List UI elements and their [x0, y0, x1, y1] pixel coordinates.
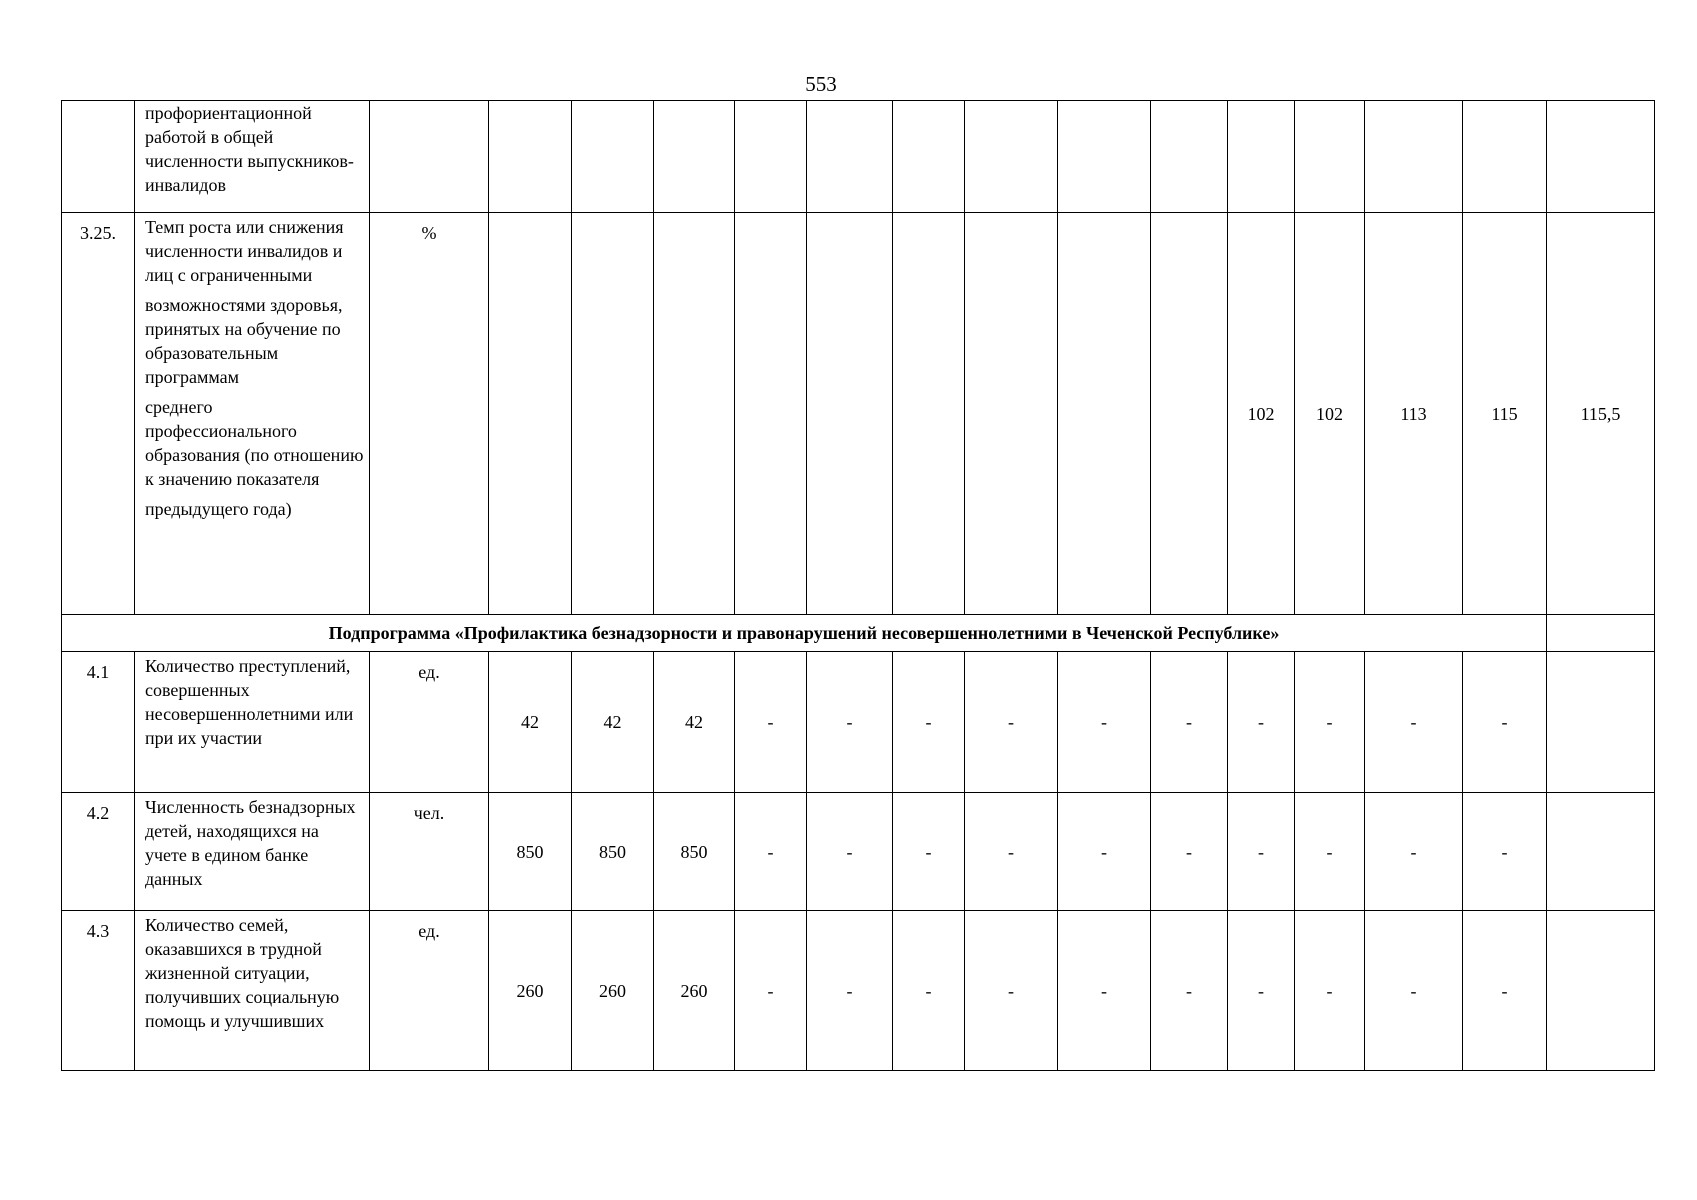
value-cell	[1547, 911, 1655, 1071]
value-cell	[1547, 101, 1655, 213]
value-cell: -	[1295, 793, 1365, 911]
value-cell: -	[807, 793, 893, 911]
indicator-table	[61, 100, 1655, 1071]
indicator-name-part: возможностями здоровья, принятых на обучение по образовательным программам	[145, 295, 343, 387]
unit-cell	[370, 101, 489, 213]
value-cell	[1295, 101, 1365, 213]
indicator-name-part: среднего профессионального образования (по отношению к значению показателя	[145, 397, 364, 489]
indicator-name-part: профориентационной работой в общей численности выпускников-инвалидов	[145, 103, 354, 195]
value-cell: 115	[1463, 213, 1547, 615]
value-cell	[572, 101, 654, 213]
table-cell	[1547, 615, 1655, 652]
value-cell: -	[1151, 652, 1228, 793]
indicator-name-part: Численность безнадзорных детей, находящихся на учете в едином банке данных	[145, 797, 356, 889]
table-row	[62, 213, 1655, 615]
value-cell: -	[1228, 911, 1295, 1071]
value-cell: 42	[572, 652, 654, 793]
value-cell: -	[893, 793, 965, 911]
value-cell: 113	[1365, 213, 1463, 615]
indicator-name	[135, 911, 370, 1071]
value-cell: -	[965, 793, 1058, 911]
value-cell	[893, 213, 965, 615]
value-cell: -	[735, 911, 807, 1071]
value-cell: -	[1228, 652, 1295, 793]
value-cell: -	[1295, 911, 1365, 1071]
unit-cell: %	[370, 213, 489, 615]
value-cell: -	[1365, 652, 1463, 793]
row-number: 4.2	[62, 793, 135, 911]
value-cell	[489, 213, 572, 615]
value-cell	[1463, 101, 1547, 213]
value-cell: 42	[489, 652, 572, 793]
value-cell: -	[893, 652, 965, 793]
value-cell	[1058, 101, 1151, 213]
value-cell	[807, 213, 893, 615]
value-cell: 850	[654, 793, 735, 911]
value-cell	[965, 101, 1058, 213]
value-cell: 260	[654, 911, 735, 1071]
indicator-name	[135, 213, 370, 615]
value-cell	[893, 101, 965, 213]
value-cell: -	[1365, 793, 1463, 911]
value-cell	[1365, 101, 1463, 213]
value-cell: -	[893, 911, 965, 1071]
value-cell: -	[965, 652, 1058, 793]
value-cell	[1151, 101, 1228, 213]
value-cell: -	[1151, 793, 1228, 911]
value-cell: -	[1295, 652, 1365, 793]
value-cell	[654, 101, 735, 213]
value-cell: -	[735, 652, 807, 793]
value-cell	[1547, 652, 1655, 793]
value-cell: 850	[572, 793, 654, 911]
row-number: 3.25.	[62, 213, 135, 615]
unit-cell: ед.	[370, 911, 489, 1071]
value-cell	[654, 213, 735, 615]
subprogram-title: Подпрограмма «Профилактика безнадзорности и правонарушений несовершеннолетними в Чеченской Республике»	[62, 615, 1547, 652]
table-row	[62, 101, 1655, 213]
subprogram-row	[62, 615, 1655, 652]
value-cell	[572, 213, 654, 615]
value-cell: 42	[654, 652, 735, 793]
value-cell: -	[1058, 793, 1151, 911]
value-cell: -	[1463, 652, 1547, 793]
value-cell: -	[1365, 911, 1463, 1071]
table-row	[62, 652, 1655, 793]
value-cell	[1228, 101, 1295, 213]
value-cell: -	[1463, 793, 1547, 911]
table-row	[62, 793, 1655, 911]
value-cell: 260	[489, 911, 572, 1071]
value-cell: 850	[489, 793, 572, 911]
value-cell: 102	[1228, 213, 1295, 615]
unit-cell: ед.	[370, 652, 489, 793]
value-cell	[965, 213, 1058, 615]
page-number: 553	[805, 72, 837, 96]
value-cell: -	[807, 652, 893, 793]
value-cell: -	[1151, 911, 1228, 1071]
value-cell: -	[807, 911, 893, 1071]
value-cell: -	[735, 793, 807, 911]
value-cell	[1151, 213, 1228, 615]
row-number: 4.1	[62, 652, 135, 793]
indicator-name-part: Количество семей, оказавшихся в трудной жизненной ситуации, получивших социальную помощь и улучшивших	[145, 915, 340, 1031]
unit-cell: чел.	[370, 793, 489, 911]
value-cell: 102	[1295, 213, 1365, 615]
value-cell: 260	[572, 911, 654, 1071]
indicator-name	[135, 101, 370, 213]
indicator-name	[135, 652, 370, 793]
value-cell: -	[965, 911, 1058, 1071]
value-cell	[735, 213, 807, 615]
indicator-name	[135, 793, 370, 911]
value-cell: -	[1228, 793, 1295, 911]
value-cell	[1547, 793, 1655, 911]
row-number: 4.3	[62, 911, 135, 1071]
value-cell: -	[1058, 911, 1151, 1071]
value-cell: 115,5	[1547, 213, 1655, 615]
value-cell	[735, 101, 807, 213]
indicator-name-part: Количество преступлений, совершенных несовершеннолетними или при их участии	[145, 656, 354, 748]
row-number	[62, 101, 135, 213]
value-cell	[489, 101, 572, 213]
indicator-name-part: Темп роста или снижения численности инвалидов и лиц с ограниченными	[145, 217, 344, 285]
table-row	[62, 911, 1655, 1071]
value-cell: -	[1463, 911, 1547, 1071]
value-cell	[1058, 213, 1151, 615]
value-cell: -	[1058, 652, 1151, 793]
value-cell	[807, 101, 893, 213]
indicator-name-part: предыдущего года)	[145, 499, 292, 519]
